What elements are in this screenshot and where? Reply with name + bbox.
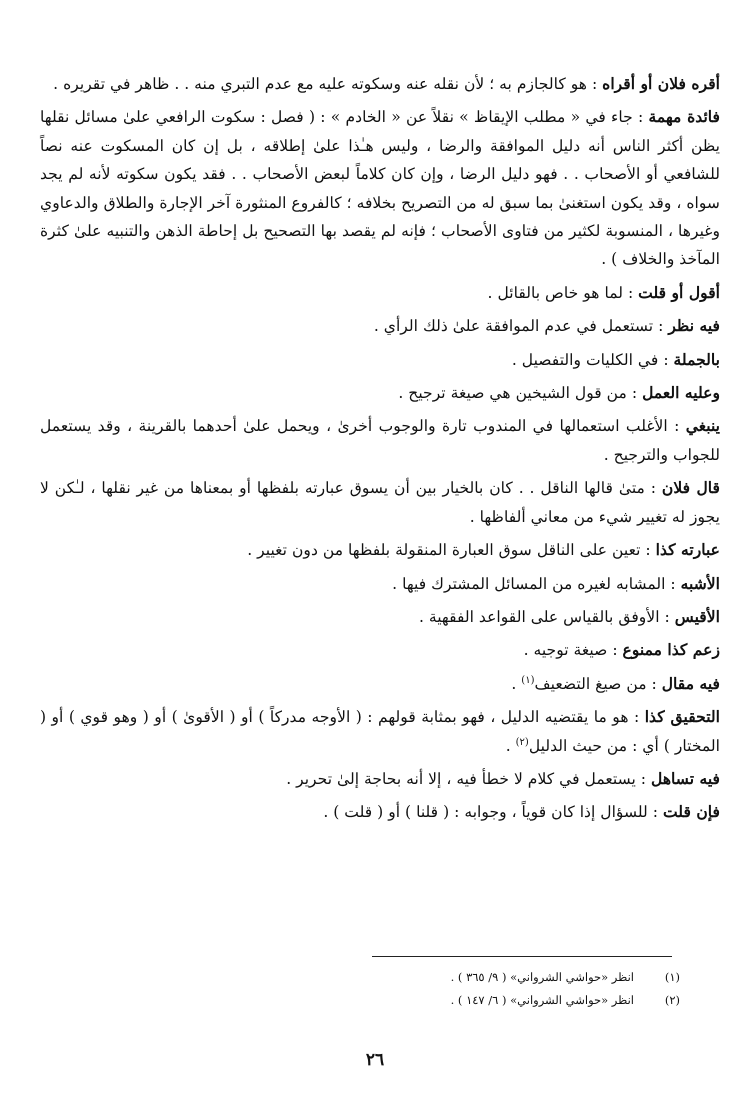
paragraph xyxy=(40,474,720,531)
footnote-reference[interactable]: (٢) xyxy=(515,736,529,748)
footnote-text: انظر «حواشي الشرواني» ( ٦/ ١٤٧ ) . xyxy=(450,993,634,1007)
paragraph xyxy=(40,412,720,469)
term-label: فإن قلت xyxy=(662,802,720,822)
term-label: فيه تساهل xyxy=(651,768,720,788)
term-label: فيه مقال xyxy=(661,673,720,693)
sentence-end: . xyxy=(505,736,516,755)
body-text xyxy=(40,70,720,827)
footnotes xyxy=(40,966,680,1012)
term-definition: : من قول الشيخين هي صيغة ترجيح . xyxy=(398,384,643,403)
paragraph xyxy=(40,636,720,664)
paragraph xyxy=(40,603,720,631)
term-label: أقول أو قلت xyxy=(638,282,720,302)
term-definition: : في الكليات والتفصيل . xyxy=(511,350,674,369)
term-definition: : المشابه لغيره من المسائل المشترك فيها . xyxy=(392,574,681,593)
sentence-end: . xyxy=(511,674,522,693)
paragraph xyxy=(40,670,720,698)
term-definition: : لما هو خاص بالقائل . xyxy=(487,283,639,302)
term-label: زعم كذا ممنوع xyxy=(622,640,720,660)
term-label: التحقيق كذا xyxy=(644,707,720,727)
footnote-text: انظر «حواشي الشرواني» ( ٩/ ٣٦٥ ) . xyxy=(450,970,634,984)
paragraph xyxy=(40,798,720,826)
footnote-reference[interactable]: (١) xyxy=(521,674,535,686)
term-label: ينبغي xyxy=(685,416,720,436)
term-definition: : الأغلب استعمالها في المندوب تارة والوجوب أخرىٰ ، ويحمل علىٰ أحدهما بالقرينة ، وقد يستعمل للجواب والترجيح . xyxy=(40,417,720,464)
term-label: وعليه العمل xyxy=(642,383,720,403)
paragraph xyxy=(40,379,720,407)
term-label: الأقيس xyxy=(674,606,720,626)
term-definition: : يستعمل في كلام لا خطأ فيه ، إلا أنه بحاجة إلىٰ تحرير . xyxy=(286,769,652,788)
term-definition: : للسؤال إذا كان قوياً ، وجوابه : ( قلنا ) أو ( قلت ) . xyxy=(323,803,663,822)
term-definition: : من صيغ التضعيف xyxy=(534,674,662,693)
page-number: ٢٦ xyxy=(365,1050,385,1070)
term-label: بالجملة xyxy=(673,349,720,369)
footnote xyxy=(40,989,680,1012)
paragraph xyxy=(40,346,720,374)
term-definition: : تستعمل في عدم الموافقة علىٰ ذلك الرأي . xyxy=(373,317,669,336)
footnote-number: (١) xyxy=(664,970,680,984)
term-label: فائدة مهمة xyxy=(648,107,720,127)
paragraph xyxy=(40,570,720,598)
paragraph xyxy=(40,536,720,564)
term-definition: : صيغة توجيه . xyxy=(523,641,623,660)
term-definition: : جاء في « مطلب الإيقاظ » نقلاً عن « الخادم » : ( فصل : سكوت الرافعي علىٰ مسائل نقلها يظن أكثر الناس أنه دليل الموافقة والرضا ، وليس هـٰذا علىٰ إطلاقه ، بل إن كان المسكوت عنه نصاً للشافعي أو الأصحاب . . فهو دليل الرضا ، وإن كان كلاماً لبعض الأصحاب . . فقد يكون سكوته لأنه لم يجد سواه ، وقد يكون استغنىٰ بما سبق له من التصريح بخلافه ؛ كالفروع المنثورة آخر الإجارة والطلاق والدعاوي وغيرها ، المنسوبة لكثير من فتاوى الأصحاب ؛ فإنه لم يقصد بها التصحيح بل إحاطة الذهن والتنبيه علىٰ كثرة المآخذ والخلاف ) . xyxy=(40,108,720,269)
term-label: الأشبه xyxy=(680,573,720,593)
paragraph xyxy=(40,70,720,98)
term-definition: : هو ما يقتضيه الدليل ، فهو بمثابة قولهم : ( الأوجه مدركاً ) أو ( الأقوىٰ ) أو ( وهو قوي ) أو ( المختار ) أي : من حيث الدليل xyxy=(40,708,720,755)
footnote xyxy=(40,966,680,989)
term-label: عبارته كذا xyxy=(655,540,720,560)
paragraph xyxy=(40,312,720,340)
footnote-separator xyxy=(372,956,672,957)
term-definition: : هو كالجازم به ؛ لأن نقله عنه وسكوته عليه مع عدم التبري منه . . ظاهر في تقريره . xyxy=(53,75,603,93)
term-definition: : تعين على الناقل سوق العبارة المنقولة بلفظها من دون تغيير . xyxy=(247,541,656,560)
paragraph xyxy=(40,103,720,273)
paragraph xyxy=(40,703,720,760)
term-label: أقره فلان أو أقراه xyxy=(602,74,720,93)
term-label: فيه نظر xyxy=(668,316,720,336)
term-definition: : متىٰ قالها الناقل . . كان بالخيار بين أن يسوق عبارته بلفظها أو بمعناها من غير نقلها ، لـٰكن لا يجوز له تغيير شيء من معاني ألفاظها . xyxy=(40,479,720,526)
paragraph xyxy=(40,279,720,307)
term-label: قال فلان xyxy=(661,478,720,498)
term-definition: : الأوفق بالقياس على القواعد الفقهية . xyxy=(418,607,675,626)
footnote-number: (٢) xyxy=(664,993,680,1007)
paragraph xyxy=(40,765,720,793)
